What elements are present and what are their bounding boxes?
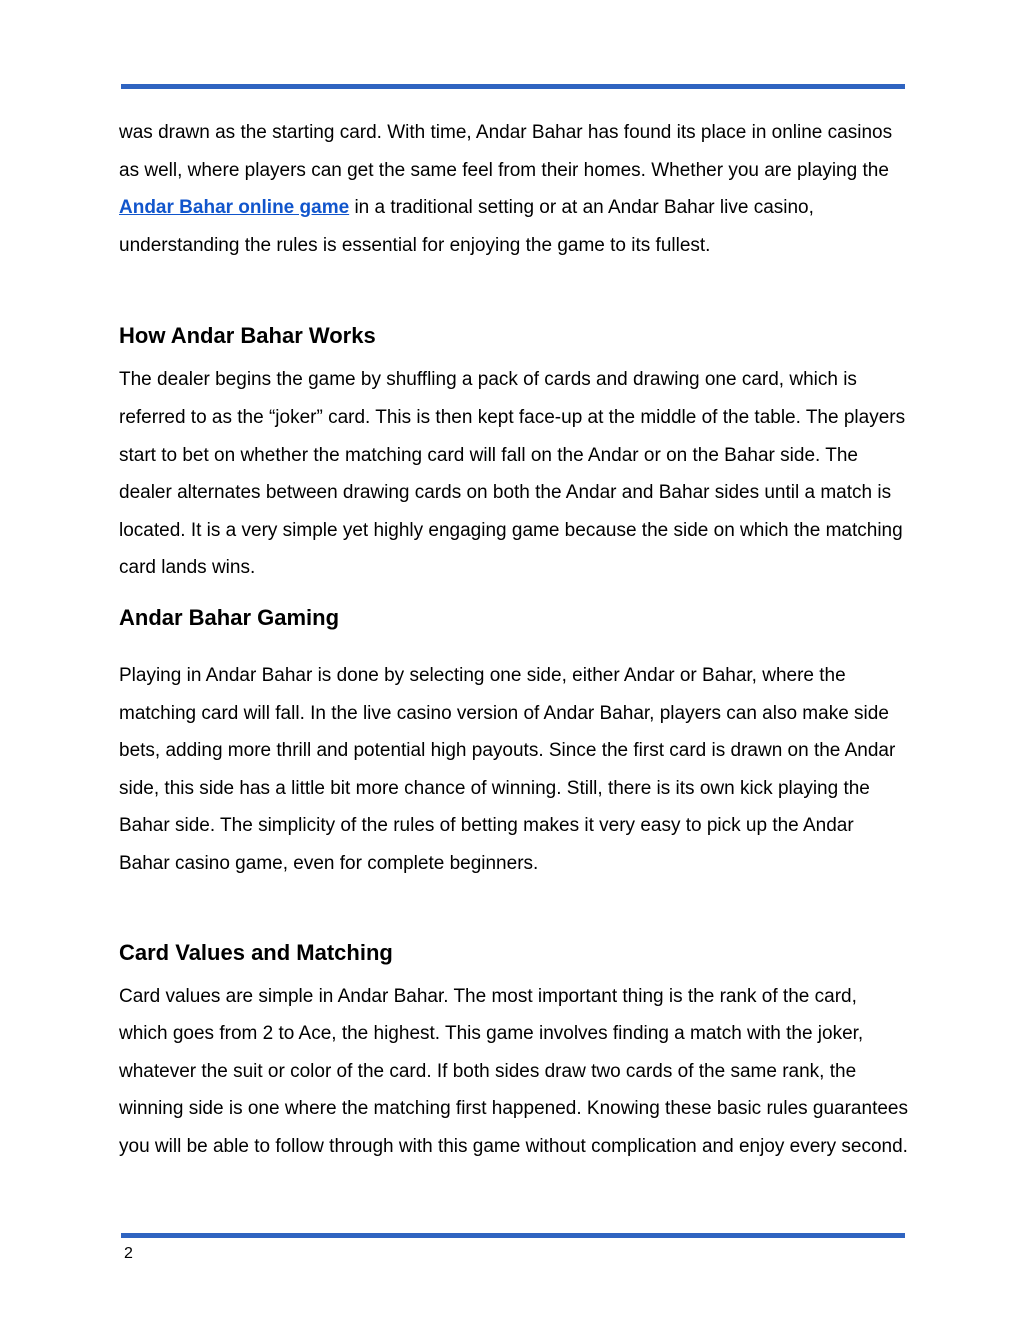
intro-text-before-link: was drawn as the starting card. With time, Andar Bahar has found its place in online casinos as well, where players can get the same feel from their homes. Whether you are playing the bbox=[119, 122, 893, 181]
page-number: 2 bbox=[124, 1245, 133, 1262]
section-body-gaming: Playing in Andar Bahar is done by selecting one side, either Andar or Bahar, where the matching card will fall. In the live casino version of Andar Bahar, players can also make side bets, adding more thrill and potential high payouts. Since the first card is drawn on the Andar side, this side has a little bit more chance of winning. Still, there is its own kick playing the Bahar side. The simplicity of the rules of betting makes it very easy to pick up the Andar Bahar casino game, even for complete beginners. bbox=[119, 664, 896, 874]
section-body-card-values: Card values are simple in Andar Bahar. The most important thing is the rank of the card, which goes from 2 to Ace, the highest. This game involves finding a match with the joker, whatever the suit or color of the card. If both sides draw two cards of the same rank, the winning side is one where the matching first happened. Knowing these basic rules guarantees you will be able to follow through with this game without complication and enjoy every second. bbox=[119, 985, 908, 1157]
section-heading-gaming: Andar Bahar Gaming bbox=[119, 604, 340, 630]
section-body-how-it-works: The dealer begins the game by shuffling a pack of cards and drawing one card, which is referred to as the “joker” card. This is then kept face-up at the middle of the table. The players start to bet on whether the matching card will fall on the Andar or on the Bahar side. The dealer alternates between drawing cards on both the Andar and Bahar sides until a match is located. It is a very simple yet highly engaging game because the side on which the matching card lands wins. bbox=[119, 369, 906, 579]
section-heading-card-values: Card Values and Matching bbox=[119, 939, 393, 965]
andar-bahar-online-game-link[interactable]: Andar Bahar online game bbox=[119, 197, 350, 219]
page-content bbox=[119, 114, 909, 1165]
header-rule bbox=[121, 84, 905, 89]
footer-rule bbox=[121, 1233, 905, 1238]
intro-paragraph bbox=[119, 114, 909, 264]
section-heading-how-it-works: How Andar Bahar Works bbox=[119, 323, 376, 349]
intro-text-after-link: in a traditional setting or at an Andar Bahar live casino, understanding the rules is essential for enjoying the game to its fullest. bbox=[119, 197, 814, 256]
